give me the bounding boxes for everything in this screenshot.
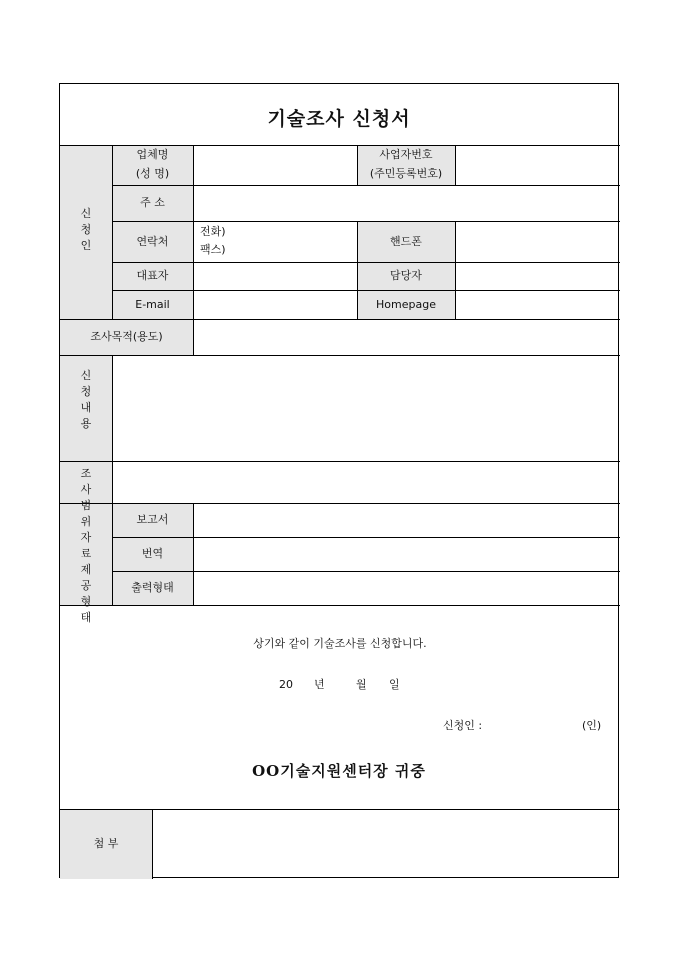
homepage-field[interactable]	[456, 291, 618, 318]
attachment-field[interactable]	[153, 810, 618, 877]
request-content-field[interactable]	[113, 356, 618, 460]
attachment-label: 첨 부	[93, 837, 119, 850]
phone-field[interactable]: 전화)	[200, 225, 226, 238]
resident-no-label: (주민등록번호)	[369, 167, 443, 180]
purpose-field[interactable]	[194, 320, 618, 354]
date-day-label: 일	[389, 678, 400, 691]
purpose-label: 조사목적(용도)	[90, 330, 163, 343]
scope-label: 조사범위	[80, 467, 92, 528]
biz-no-field[interactable]	[456, 146, 618, 184]
declaration-statement: 상기와 같이 기술조사를 신청합니다.	[253, 637, 427, 650]
company-name-label: 업체명	[136, 148, 169, 161]
output-field[interactable]	[194, 572, 618, 604]
date-month-label: 월	[356, 678, 367, 691]
date-year-prefix: 20	[279, 678, 293, 691]
mobile-label: 핸드폰	[390, 235, 422, 248]
homepage-label: Homepage	[376, 298, 436, 311]
ceo-label: 대표자	[136, 269, 169, 282]
mobile-field[interactable]	[456, 222, 618, 261]
email-label: E-mail	[135, 298, 170, 311]
recipient: OO기술지원센터장 귀중	[252, 762, 426, 780]
seal-label: (인)	[582, 719, 602, 732]
manager-label: 담당자	[390, 269, 422, 282]
request-content-label: 신청내용	[80, 369, 92, 430]
manager-field[interactable]	[456, 263, 618, 289]
email-field[interactable]	[194, 291, 356, 318]
applicant-section-label: 신청인	[80, 207, 92, 252]
company-name-field[interactable]	[194, 146, 356, 184]
report-label: 보고서	[136, 513, 169, 526]
contact-label: 연락처	[136, 235, 169, 248]
translation-field[interactable]	[194, 538, 618, 570]
form-title: 기술조사 신청서	[267, 108, 411, 130]
person-name-label: (성 명)	[135, 167, 170, 180]
output-label: 출력형태	[131, 581, 174, 594]
scope-field[interactable]	[113, 462, 618, 502]
report-field[interactable]	[194, 504, 618, 536]
biz-no-label: 사업자번호	[379, 148, 433, 161]
ceo-field[interactable]	[194, 263, 356, 289]
signatory-label: 신청인 :	[443, 719, 483, 732]
fax-field[interactable]: 팩스)	[200, 243, 226, 256]
date-year-label: 년	[314, 678, 325, 691]
address-label: 주 소	[140, 196, 165, 209]
translation-label: 번역	[141, 547, 164, 560]
application-form	[59, 83, 619, 878]
delivery-section-label: 자료제공형태	[80, 531, 92, 624]
address-field[interactable]	[194, 186, 618, 220]
